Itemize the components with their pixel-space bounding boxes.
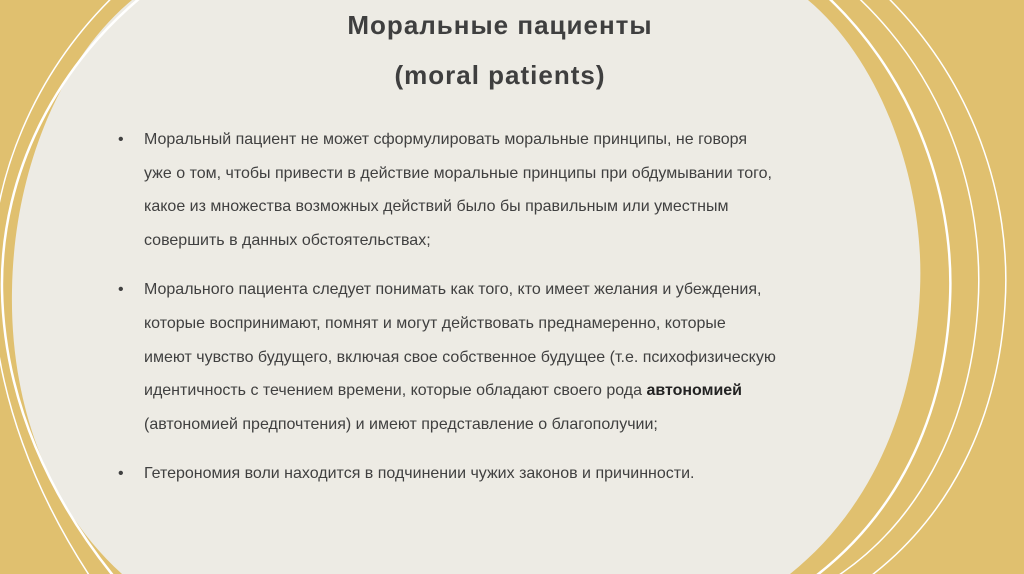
- slide-title-line-2: (moral patients): [394, 60, 606, 90]
- bullet-text-line: уже о том, чтобы привести в действие моральные принципы при обдумывании того,: [144, 164, 772, 182]
- bullet-text-line: которые воспринимают, помнят и могут действовать преднамеренно, которые: [144, 314, 726, 332]
- bullet-text-line: Моральный пациент не может сформулировать моральные принципы, не говоря: [144, 131, 748, 148]
- slide-title-line-1: Моральные пациенты: [347, 10, 653, 40]
- bullet-list: [118, 123, 878, 507]
- bullet-marker: •: [118, 131, 124, 148]
- bullet-marker: •: [118, 465, 124, 483]
- bullet-text-line: Морального пациента следует понимать как того, кто имеет желания и убеждения,: [144, 281, 762, 299]
- bullet-marker: •: [118, 281, 124, 299]
- bullet-text-line: Гетерономия воли находится в подчинении чужих законов и причинности.: [144, 465, 695, 483]
- bullet-text-line: имеют чувство будущего, включая свое собственное будущее (т.е. психофизическую: [144, 348, 776, 366]
- bold-term-autonomy: автономией: [646, 382, 743, 400]
- bullet-item: [118, 123, 878, 257]
- bullet-text-line: какое из множества возможных действий было бы правильным или уместным: [144, 198, 729, 216]
- bullet-item: [118, 457, 878, 491]
- bullet-text-line: совершить в данных обстоятельствах;: [144, 231, 431, 249]
- bullet-text-segment: идентичность с течением времени, которые обладают своего рода: [144, 382, 647, 400]
- bullet-item: [118, 273, 878, 441]
- bullet-text-line-with-bold: [144, 374, 878, 408]
- bullet-text-line: (автономией предпочтения) и имеют представление о благополучии;: [144, 415, 658, 433]
